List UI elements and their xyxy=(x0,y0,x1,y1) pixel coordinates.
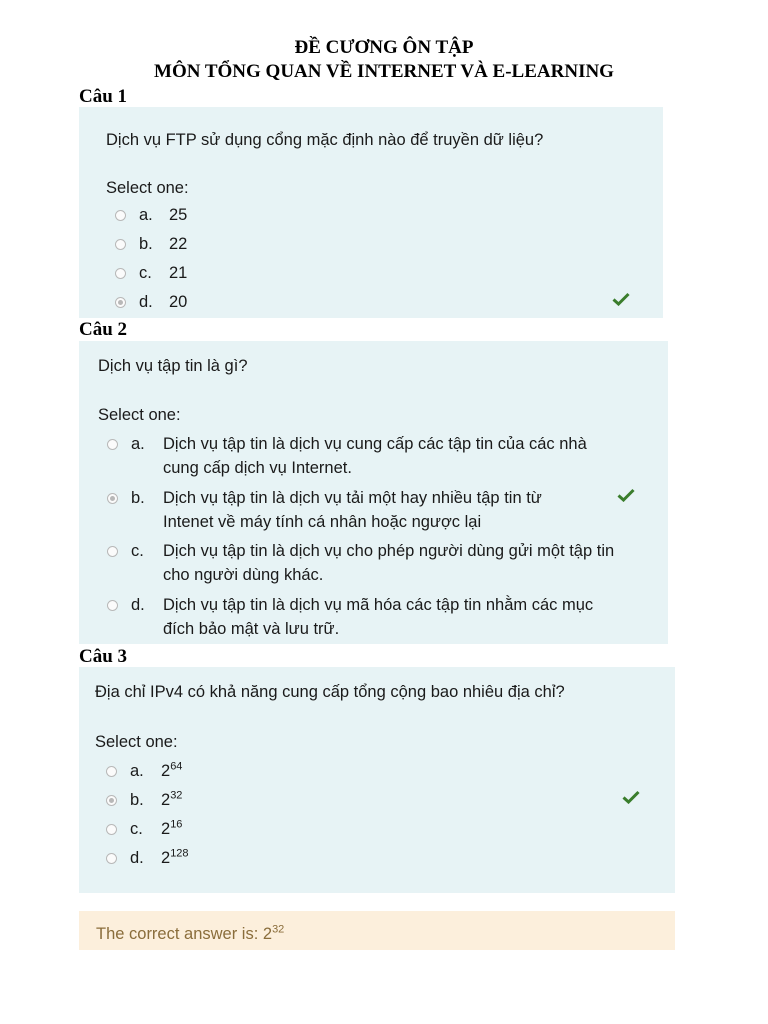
option-text: $2^{16}$ xyxy=(161,818,183,838)
option-text-line1: Dịch vụ tập tin là dịch vụ cung cấp các tập tin của các nhà xyxy=(163,435,587,453)
correct-answer-feedback xyxy=(79,911,675,950)
radio-button[interactable] xyxy=(115,239,126,250)
radio-button-selected[interactable] xyxy=(106,795,117,806)
option-letter: a. xyxy=(130,762,144,780)
radio-button-selected[interactable] xyxy=(115,297,126,308)
radio-button[interactable] xyxy=(106,824,117,835)
option-text-line1: Dịch vụ tập tin là dịch vụ mã hóa các tập tin nhằm các mục xyxy=(163,596,594,614)
question-1-select-label: Select one: xyxy=(106,179,189,197)
check-icon xyxy=(622,790,640,804)
radio-button[interactable] xyxy=(107,546,118,557)
correct-answer-text: The correct answer is: $2^{32}$ xyxy=(96,923,285,943)
question-1-box xyxy=(79,107,663,318)
radio-button[interactable] xyxy=(115,210,126,221)
option-letter: a. xyxy=(139,206,153,224)
option-text-line1: Dịch vụ tập tin là dịch vụ cho phép người dùng gửi một tập tin xyxy=(163,542,615,560)
option-text-line1: Dịch vụ tập tin là dịch vụ tải một hay nhiều tập tin từ xyxy=(163,489,542,507)
option-text-line2: Intenet về máy tính cá nhân hoặc ngược lại xyxy=(163,513,482,531)
radio-button[interactable] xyxy=(115,268,126,279)
option-text-line2: cho người dùng khác. xyxy=(163,566,324,584)
question-2-text: Dịch vụ tập tin là gì? xyxy=(98,357,248,375)
question-3-heading: Câu 3 xyxy=(79,646,128,667)
option-letter: a. xyxy=(131,435,145,453)
question-1-heading: Câu 1 xyxy=(79,86,128,107)
question-3-text: Địa chỉ IPv4 có khả năng cung cấp tổng cộng bao nhiêu địa chỉ? xyxy=(95,683,565,701)
question-2-heading: Câu 2 xyxy=(79,319,128,340)
option-text: 22 xyxy=(169,235,188,253)
radio-button-selected[interactable] xyxy=(107,493,118,504)
check-icon xyxy=(617,488,635,502)
option-text: $2^{32}$ xyxy=(161,789,183,809)
option-letter: b. xyxy=(131,489,145,507)
option-letter: c. xyxy=(131,542,144,560)
option-letter: c. xyxy=(130,820,143,838)
option-text-line2: đích bảo mật và lưu trữ. xyxy=(163,620,340,638)
option-letter: d. xyxy=(130,849,144,867)
option-text: 21 xyxy=(169,264,188,282)
document-subtitle: MÔN TỔNG QUAN VỀ INTERNET VÀ E-LEARNING xyxy=(154,61,614,82)
question-1-text: Dịch vụ FTP sử dụng cổng mặc định nào để truyền dữ liệu? xyxy=(106,131,544,149)
option-text: 20 xyxy=(169,293,188,311)
radio-button[interactable] xyxy=(107,439,118,450)
option-letter: d. xyxy=(131,596,145,614)
option-letter: b. xyxy=(130,791,144,809)
question-3-select-label: Select one: xyxy=(95,733,178,751)
question-2-select-label: Select one: xyxy=(98,406,181,424)
radio-button[interactable] xyxy=(107,600,118,611)
option-text: 25 xyxy=(169,206,188,224)
question-3-box xyxy=(79,667,675,893)
option-letter: c. xyxy=(139,264,152,282)
radio-button[interactable] xyxy=(106,853,117,864)
option-letter: b. xyxy=(139,235,153,253)
document-title: ĐỀ CƯƠNG ÔN TẬP xyxy=(294,37,474,58)
option-text: $2^{128}$ xyxy=(161,847,189,867)
option-text: $2^{64}$ xyxy=(161,760,183,780)
check-icon xyxy=(612,292,630,306)
radio-button[interactable] xyxy=(106,766,117,777)
question-2-box xyxy=(79,341,668,644)
option-text-line2: cung cấp dịch vụ Internet. xyxy=(163,459,352,477)
option-letter: d. xyxy=(139,293,153,311)
